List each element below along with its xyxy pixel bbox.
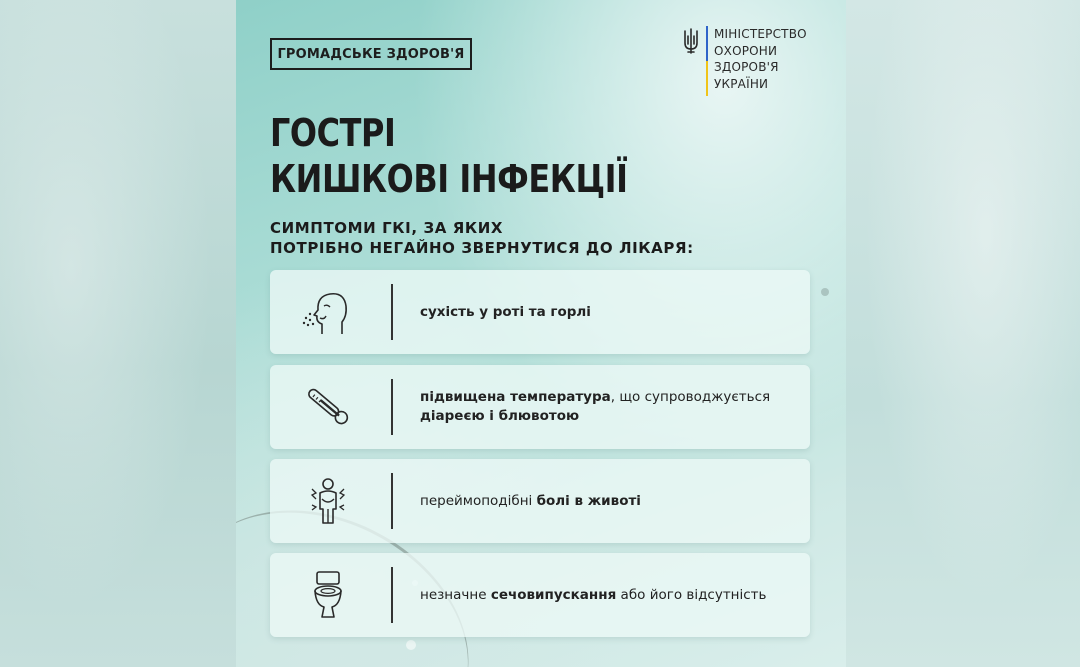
symptom-regular: або його відсутність <box>616 586 767 603</box>
card-divider <box>391 567 393 623</box>
stomach-pain-icon <box>300 475 356 527</box>
symptom-text <box>420 459 800 543</box>
symptom-bold: болі в животі <box>536 492 641 509</box>
symptom-card-fever <box>270 365 810 449</box>
symptom-regular: переймоподібні <box>420 492 537 509</box>
dry-mouth-icon <box>300 286 356 338</box>
card-divider <box>391 473 393 529</box>
symptom-bold: підвищена температура <box>420 389 611 405</box>
decorative-bubble <box>821 288 829 296</box>
subtitle-line: ПОТРІБНО НЕГАЙНО ЗВЕРНУТИСЯ ДО ЛІКАРЯ: <box>270 239 694 257</box>
ukraine-flag-bar <box>706 26 708 96</box>
title-line: ГОСТРІ <box>270 111 396 155</box>
poster <box>236 0 846 667</box>
symptom-regular: , що супроводжується <box>610 389 771 405</box>
blurred-background-right <box>844 0 1080 667</box>
subtitle-line: СИМПТОМИ ГКІ, ЗА ЯКИХ <box>270 219 504 237</box>
symptom-card-stomach-pain <box>270 459 810 543</box>
symptom-card-dry-mouth <box>270 270 810 354</box>
ministry-name <box>714 26 807 92</box>
title-line: КИШКОВІ ІНФЕКЦІЇ <box>270 157 628 201</box>
blurred-background-left <box>0 0 236 667</box>
category-tag: ГРОМАДСЬКЕ ЗДОРОВ'Я <box>270 38 472 70</box>
ministry-line: ЗДОРОВ'Я <box>714 60 779 74</box>
symptom-card-urination <box>270 553 810 637</box>
page-subtitle <box>270 218 694 258</box>
symptom-bold: діареєю і блювотою <box>420 408 580 424</box>
ministry-line: МІНІСТЕРСТВО <box>714 27 807 41</box>
symptom-bold: сухість у роті та горлі <box>420 303 591 320</box>
toilet-icon <box>300 569 356 621</box>
ministry-line: ОХОРОНИ <box>714 43 778 58</box>
thermometer-icon <box>300 381 356 433</box>
card-divider <box>391 379 393 435</box>
ministry-logo <box>682 26 807 96</box>
card-divider <box>391 284 393 340</box>
ministry-line: УКРАЇНИ <box>714 76 769 91</box>
symptom-text <box>420 553 800 637</box>
page-title <box>270 110 628 202</box>
symptom-bold: сечовипускання <box>490 586 617 603</box>
trident-icon <box>682 28 700 54</box>
symptom-regular: незначне <box>420 586 491 603</box>
symptom-text <box>420 365 800 449</box>
decorative-bubble <box>406 640 416 650</box>
symptom-text <box>420 270 800 354</box>
